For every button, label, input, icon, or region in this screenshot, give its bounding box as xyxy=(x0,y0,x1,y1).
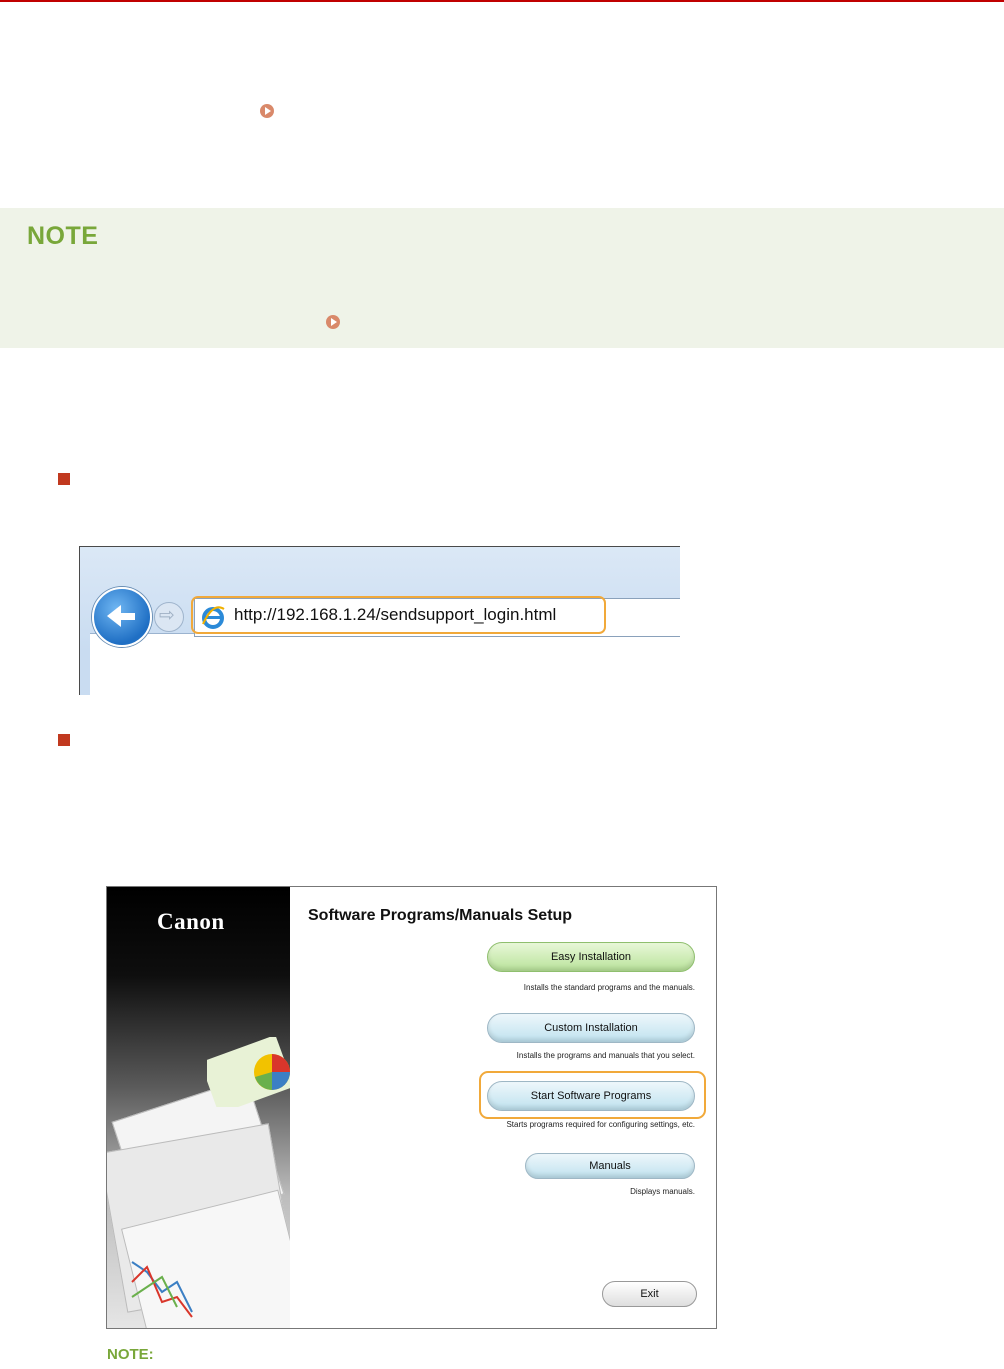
button-caption: Installs the standard programs and the manuals. xyxy=(523,983,695,992)
note-title: NOTE xyxy=(27,222,99,250)
button-caption: Starts programs required for configuring settings, etc. xyxy=(506,1120,695,1129)
back-arrow-icon xyxy=(92,587,152,647)
bullet-square-icon xyxy=(58,734,70,746)
address-highlight xyxy=(191,596,606,634)
link-arrow-icon[interactable] xyxy=(260,104,274,118)
bottom-note-title: NOTE: xyxy=(107,1346,154,1363)
top-rule xyxy=(0,0,1004,2)
bullet-square-icon xyxy=(58,473,70,485)
installer-sidebar xyxy=(107,887,290,1329)
address-url: http://192.168.1.24/sendsupport_login.html xyxy=(234,605,557,624)
installer-screenshot xyxy=(106,886,717,1329)
link-arrow-icon[interactable] xyxy=(326,315,340,329)
forward-arrow-icon xyxy=(154,602,184,632)
button-caption: Displays manuals. xyxy=(630,1187,695,1196)
exit-button[interactable]: Exit xyxy=(602,1281,697,1307)
custom-installation-button[interactable]: Custom Installation xyxy=(487,1013,695,1043)
pie-chart-icon xyxy=(207,1037,290,1107)
browser-screenshot xyxy=(79,546,680,695)
start-software-programs-button[interactable]: Start Software Programs xyxy=(487,1081,695,1111)
installer-title: Software Programs/Manuals Setup xyxy=(308,907,573,924)
button-caption: Installs the programs and manuals that you select. xyxy=(516,1051,695,1060)
canon-logo: Canon xyxy=(157,909,225,934)
easy-installation-button[interactable]: Easy Installation xyxy=(487,942,695,972)
manuals-button[interactable]: Manuals xyxy=(525,1153,695,1179)
browser-page-area xyxy=(90,633,680,695)
line-graph-icon xyxy=(127,1242,207,1322)
note-box xyxy=(0,208,1004,348)
